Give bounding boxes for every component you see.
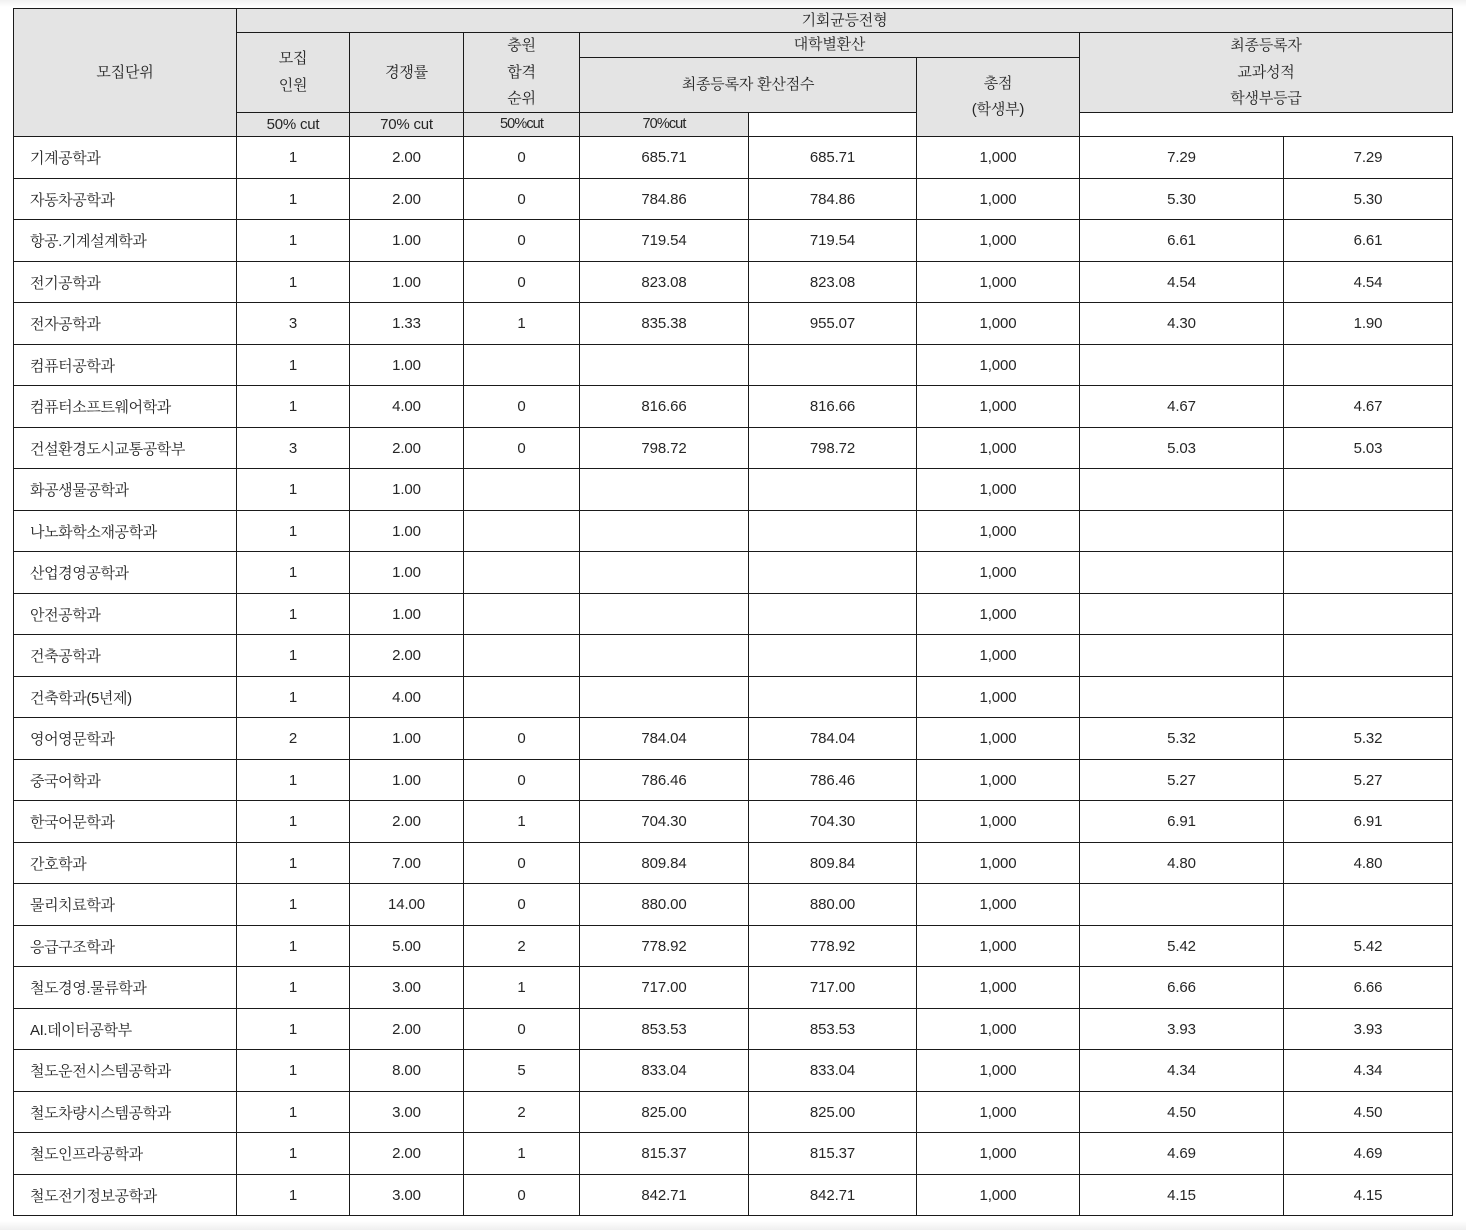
cell-unit: 기계공학과 [14, 137, 237, 179]
header-grade-line1: 최종등록자 [1230, 37, 1302, 55]
header-rank-line3: 순위 [507, 89, 536, 107]
cell-total: 1,000 [917, 1050, 1080, 1092]
header-unit: 모집단위 [14, 9, 237, 137]
cell-grade-cut70 [1284, 344, 1453, 386]
header-total-line2: (학생부) [971, 100, 1025, 118]
cell-grade-cut50 [1080, 676, 1284, 718]
cell-cut50 [580, 552, 749, 594]
table-row [14, 1091, 1453, 1133]
cell-grade-cut70: 4.69 [1284, 1133, 1453, 1175]
table-row [14, 178, 1453, 220]
table-row [14, 718, 1453, 760]
table-row [14, 552, 1453, 594]
cell-grade-cut50 [1080, 469, 1284, 511]
cell-total: 1,000 [917, 593, 1080, 635]
cell-cut70: 784.04 [749, 718, 917, 760]
cell-cut70: 719.54 [749, 220, 917, 262]
cell-unit: 철도운전시스템공학과 [14, 1050, 237, 1092]
cell-unit: 물리치료학과 [14, 884, 237, 926]
cell-grade-cut70: 6.66 [1284, 967, 1453, 1009]
cell-grade-cut70: 5.42 [1284, 925, 1453, 967]
cell-grade-cut70: 5.30 [1284, 178, 1453, 220]
table-header [14, 9, 1453, 137]
cell-cut70: 798.72 [749, 427, 917, 469]
cell-unit: 응급구조학과 [14, 925, 237, 967]
cell-grade-cut50: 5.30 [1080, 178, 1284, 220]
cell-unit: 건축공학과 [14, 635, 237, 677]
cell-rank: 0 [464, 842, 580, 884]
cell-total: 1,000 [917, 759, 1080, 801]
cell-ratio: 1.00 [350, 718, 464, 760]
cell-grade-cut70: 7.29 [1284, 137, 1453, 179]
cell-rank [464, 344, 580, 386]
cell-grade-cut50: 4.67 [1080, 386, 1284, 428]
cell-grade-cut50: 4.15 [1080, 1174, 1284, 1216]
cell-cut70 [749, 510, 917, 552]
cell-rank [464, 469, 580, 511]
cell-ratio: 7.00 [350, 842, 464, 884]
cell-rank [464, 552, 580, 594]
cell-cut50: 815.37 [580, 1133, 749, 1175]
table-row [14, 261, 1453, 303]
cell-cut70 [749, 552, 917, 594]
cell-ratio: 8.00 [350, 1050, 464, 1092]
cell-quota: 1 [237, 1050, 350, 1092]
cell-rank: 0 [464, 718, 580, 760]
cell-quota: 1 [237, 552, 350, 594]
cell-cut70: 853.53 [749, 1008, 917, 1050]
cell-cut50: 880.00 [580, 884, 749, 926]
header-grade-line3: 학생부등급 [1230, 89, 1302, 107]
cell-grade-cut50: 5.42 [1080, 925, 1284, 967]
cell-grade-cut50: 3.93 [1080, 1008, 1284, 1050]
cell-grade-cut70: 1.90 [1284, 303, 1453, 345]
cell-cut70 [749, 593, 917, 635]
cell-total: 1,000 [917, 967, 1080, 1009]
header-ratio: 경쟁률 [350, 33, 464, 113]
cell-rank [464, 635, 580, 677]
cell-grade-cut70 [1284, 676, 1453, 718]
cell-rank: 0 [464, 1008, 580, 1050]
cell-total: 1,000 [917, 676, 1080, 718]
cell-grade-cut50 [1080, 552, 1284, 594]
cell-grade-cut50: 5.27 [1080, 759, 1284, 801]
cell-grade-cut50: 6.66 [1080, 967, 1284, 1009]
cell-grade-cut70: 5.27 [1284, 759, 1453, 801]
cell-unit: 철도인프라공학과 [14, 1133, 237, 1175]
cell-unit: 전기공학과 [14, 261, 237, 303]
cell-cut50: 784.04 [580, 718, 749, 760]
cell-grade-cut70 [1284, 635, 1453, 677]
table-row [14, 593, 1453, 635]
header-rank-line2: 합격 [507, 63, 536, 81]
cell-rank: 0 [464, 137, 580, 179]
cell-grade-cut70: 4.15 [1284, 1174, 1453, 1216]
cell-total: 1,000 [917, 386, 1080, 428]
cell-ratio: 4.00 [350, 676, 464, 718]
cell-cut70: 717.00 [749, 967, 917, 1009]
cell-unit: 한국어문학과 [14, 801, 237, 843]
cell-cut70: 816.66 [749, 386, 917, 428]
cell-rank: 0 [464, 261, 580, 303]
cell-cut70: 955.07 [749, 303, 917, 345]
cell-total: 1,000 [917, 1174, 1080, 1216]
cell-unit: 전자공학과 [14, 303, 237, 345]
cell-cut50: 816.66 [580, 386, 749, 428]
cell-cut70: 685.71 [749, 137, 917, 179]
table-body [14, 137, 1453, 1216]
cell-grade-cut70: 4.54 [1284, 261, 1453, 303]
cell-cut50: 809.84 [580, 842, 749, 884]
cell-quota: 1 [237, 220, 350, 262]
cell-cut50: 798.72 [580, 427, 749, 469]
table-row [14, 1133, 1453, 1175]
cell-total: 1,000 [917, 137, 1080, 179]
table-row [14, 1008, 1453, 1050]
header-quota-line2: 인원 [278, 76, 308, 94]
cell-grade-cut70: 3.93 [1284, 1008, 1453, 1050]
cell-ratio: 3.00 [350, 967, 464, 1009]
cell-cut70: 833.04 [749, 1050, 917, 1092]
header-admission-type: 기회균등전형 [237, 9, 1453, 33]
cell-total: 1,000 [917, 220, 1080, 262]
table-row [14, 137, 1453, 179]
cell-ratio: 1.00 [350, 552, 464, 594]
cell-quota: 1 [237, 801, 350, 843]
cell-total: 1,000 [917, 552, 1080, 594]
cell-quota: 1 [237, 1091, 350, 1133]
cell-ratio: 2.00 [350, 137, 464, 179]
cell-cut70: 842.71 [749, 1174, 917, 1216]
cell-total: 1,000 [917, 718, 1080, 760]
header-univ-conversion: 대학별환산 [580, 33, 1080, 57]
cell-rank: 1 [464, 303, 580, 345]
cell-ratio: 1.00 [350, 759, 464, 801]
cell-total: 1,000 [917, 801, 1080, 843]
cell-total: 1,000 [917, 925, 1080, 967]
cell-cut50: 833.04 [580, 1050, 749, 1092]
cell-grade-cut70: 4.34 [1284, 1050, 1453, 1092]
header-total-line1: 총점 [983, 74, 1013, 92]
cell-quota: 1 [237, 967, 350, 1009]
cell-unit: 화공생물공학과 [14, 469, 237, 511]
cell-total: 1,000 [917, 1133, 1080, 1175]
table-row [14, 303, 1453, 345]
cell-total: 1,000 [917, 635, 1080, 677]
cell-cut50: 778.92 [580, 925, 749, 967]
cell-total: 1,000 [917, 427, 1080, 469]
header-cut70: 70% cut [350, 113, 464, 137]
cell-grade-cut50: 6.61 [1080, 220, 1284, 262]
cell-cut50: 784.86 [580, 178, 749, 220]
cell-cut70 [749, 469, 917, 511]
header-grade-line2: 교과성적 [1237, 63, 1295, 81]
cell-cut50: 835.38 [580, 303, 749, 345]
table-row [14, 469, 1453, 511]
cell-cut50: 719.54 [580, 220, 749, 262]
table-row [14, 676, 1453, 718]
cell-quota: 1 [237, 469, 350, 511]
header-row-1 [14, 9, 1453, 33]
cell-quota: 1 [237, 344, 350, 386]
cell-cut50 [580, 510, 749, 552]
table-row [14, 967, 1453, 1009]
header-quota [237, 33, 350, 113]
cell-unit: 나노화학소재공학과 [14, 510, 237, 552]
table-row [14, 1174, 1453, 1216]
cell-ratio: 1.33 [350, 303, 464, 345]
cell-quota: 1 [237, 1174, 350, 1216]
cell-quota: 1 [237, 635, 350, 677]
cell-grade-cut50 [1080, 510, 1284, 552]
cell-grade-cut50: 4.69 [1080, 1133, 1284, 1175]
cell-cut70: 784.86 [749, 178, 917, 220]
cell-grade-cut70: 5.03 [1284, 427, 1453, 469]
cell-grade-cut70: 4.80 [1284, 842, 1453, 884]
cell-grade-cut70: 6.91 [1284, 801, 1453, 843]
cell-grade-cut70 [1284, 510, 1453, 552]
cell-cut70 [749, 344, 917, 386]
cell-ratio: 2.00 [350, 178, 464, 220]
cell-cut70: 809.84 [749, 842, 917, 884]
cell-cut50: 825.00 [580, 1091, 749, 1133]
cell-grade-cut50 [1080, 344, 1284, 386]
cell-total: 1,000 [917, 469, 1080, 511]
header-rank-line1: 충원 [507, 37, 536, 55]
cell-cut50: 704.30 [580, 801, 749, 843]
table-row [14, 925, 1453, 967]
cell-quota: 1 [237, 1008, 350, 1050]
cell-rank: 0 [464, 178, 580, 220]
cell-quota: 1 [237, 510, 350, 552]
table-row [14, 510, 1453, 552]
cell-grade-cut50: 7.29 [1080, 137, 1284, 179]
cell-ratio: 5.00 [350, 925, 464, 967]
cell-total: 1,000 [917, 303, 1080, 345]
cell-ratio: 2.00 [350, 801, 464, 843]
cell-rank: 2 [464, 1091, 580, 1133]
cell-unit: AI.데이터공학부 [14, 1008, 237, 1050]
cell-unit: 자동차공학과 [14, 178, 237, 220]
header-grade-cut50: 50%cut [464, 113, 580, 137]
cell-cut70: 825.00 [749, 1091, 917, 1133]
cell-grade-cut50: 5.03 [1080, 427, 1284, 469]
cell-quota: 1 [237, 1133, 350, 1175]
cell-ratio: 1.00 [350, 510, 464, 552]
header-cut50: 50% cut [237, 113, 350, 137]
cell-quota: 2 [237, 718, 350, 760]
cell-cut50 [580, 469, 749, 511]
cell-grade-cut50 [1080, 635, 1284, 677]
cell-cut70 [749, 635, 917, 677]
cell-cut50: 842.71 [580, 1174, 749, 1216]
cell-unit: 철도차량시스템공학과 [14, 1091, 237, 1133]
cell-unit: 건축학과(5년제) [14, 676, 237, 718]
cell-grade-cut50: 6.91 [1080, 801, 1284, 843]
cell-unit: 중국어학과 [14, 759, 237, 801]
cell-grade-cut50: 4.80 [1080, 842, 1284, 884]
cell-cut70: 880.00 [749, 884, 917, 926]
cell-unit: 철도경영.물류학과 [14, 967, 237, 1009]
cell-cut70 [749, 676, 917, 718]
cell-total: 1,000 [917, 510, 1080, 552]
cell-cut50 [580, 676, 749, 718]
cell-cut50: 786.46 [580, 759, 749, 801]
cell-cut50 [580, 344, 749, 386]
cell-ratio: 2.00 [350, 1008, 464, 1050]
cell-quota: 1 [237, 884, 350, 926]
cell-rank: 0 [464, 884, 580, 926]
cell-cut50 [580, 593, 749, 635]
cell-grade-cut50: 5.32 [1080, 718, 1284, 760]
cell-ratio: 1.00 [350, 261, 464, 303]
cell-unit: 컴퓨터공학과 [14, 344, 237, 386]
header-final-conv-score: 최종등록자 환산점수 [580, 57, 917, 113]
cell-rank: 0 [464, 386, 580, 428]
cell-grade-cut70 [1284, 884, 1453, 926]
cell-rank: 1 [464, 967, 580, 1009]
cell-total: 1,000 [917, 1091, 1080, 1133]
cell-unit: 철도전기정보공학과 [14, 1174, 237, 1216]
table-row [14, 842, 1453, 884]
cell-ratio: 2.00 [350, 427, 464, 469]
cell-grade-cut70: 4.67 [1284, 386, 1453, 428]
cell-ratio: 3.00 [350, 1091, 464, 1133]
cell-rank [464, 676, 580, 718]
cell-quota: 1 [237, 178, 350, 220]
cell-cut50 [580, 635, 749, 677]
cell-ratio: 1.00 [350, 344, 464, 386]
cell-ratio: 2.00 [350, 1133, 464, 1175]
cell-grade-cut50: 4.54 [1080, 261, 1284, 303]
cell-grade-cut50 [1080, 593, 1284, 635]
cell-cut70: 815.37 [749, 1133, 917, 1175]
cell-rank: 0 [464, 759, 580, 801]
cell-cut50: 823.08 [580, 261, 749, 303]
cell-unit: 영어영문학과 [14, 718, 237, 760]
cell-grade-cut50: 4.34 [1080, 1050, 1284, 1092]
cell-grade-cut70: 6.61 [1284, 220, 1453, 262]
cell-total: 1,000 [917, 261, 1080, 303]
table-row [14, 427, 1453, 469]
cell-unit: 컴퓨터소프트웨어학과 [14, 386, 237, 428]
cell-ratio: 1.00 [350, 469, 464, 511]
cell-unit: 건설환경도시교통공학부 [14, 427, 237, 469]
header-total-score [917, 57, 1080, 137]
header-grade-cut70: 70%cut [580, 113, 749, 137]
cell-grade-cut70 [1284, 593, 1453, 635]
cell-quota: 1 [237, 386, 350, 428]
cell-rank [464, 510, 580, 552]
cell-quota: 1 [237, 925, 350, 967]
cell-unit: 항공.기계설계학과 [14, 220, 237, 262]
cell-ratio: 3.00 [350, 1174, 464, 1216]
cell-grade-cut70: 4.50 [1284, 1091, 1453, 1133]
cell-ratio: 1.00 [350, 593, 464, 635]
cell-cut50: 717.00 [580, 967, 749, 1009]
cell-cut70: 786.46 [749, 759, 917, 801]
cell-cut50: 853.53 [580, 1008, 749, 1050]
table-row [14, 386, 1453, 428]
header-final-grade-group [1080, 33, 1453, 113]
header-rank [464, 33, 580, 113]
cell-total: 1,000 [917, 1008, 1080, 1050]
cell-quota: 1 [237, 676, 350, 718]
cell-rank: 5 [464, 1050, 580, 1092]
header-quota-line1: 모집 [278, 50, 308, 68]
table-row [14, 635, 1453, 677]
cell-ratio: 4.00 [350, 386, 464, 428]
admissions-results-table [13, 8, 1453, 1216]
cell-total: 1,000 [917, 884, 1080, 926]
cell-quota: 1 [237, 137, 350, 179]
table-row [14, 759, 1453, 801]
cell-grade-cut70 [1284, 469, 1453, 511]
table-row [14, 884, 1453, 926]
cell-ratio: 2.00 [350, 635, 464, 677]
cell-grade-cut50 [1080, 884, 1284, 926]
cell-ratio: 14.00 [350, 884, 464, 926]
cell-unit: 간호학과 [14, 842, 237, 884]
cell-rank: 1 [464, 1133, 580, 1175]
cell-rank: 2 [464, 925, 580, 967]
cell-quota: 1 [237, 842, 350, 884]
table-row [14, 220, 1453, 262]
cell-quota: 3 [237, 427, 350, 469]
cell-rank: 0 [464, 427, 580, 469]
cell-total: 1,000 [917, 178, 1080, 220]
cell-rank: 1 [464, 801, 580, 843]
cell-total: 1,000 [917, 344, 1080, 386]
cell-grade-cut70 [1284, 552, 1453, 594]
cell-quota: 1 [237, 759, 350, 801]
cell-rank [464, 593, 580, 635]
cell-cut50: 685.71 [580, 137, 749, 179]
table-row [14, 344, 1453, 386]
cell-unit: 안전공학과 [14, 593, 237, 635]
cell-quota: 1 [237, 593, 350, 635]
cell-quota: 3 [237, 303, 350, 345]
cell-rank: 0 [464, 220, 580, 262]
cell-grade-cut50: 4.50 [1080, 1091, 1284, 1133]
cell-grade-cut50: 4.30 [1080, 303, 1284, 345]
cell-quota: 1 [237, 261, 350, 303]
cell-cut70: 778.92 [749, 925, 917, 967]
cell-grade-cut70: 5.32 [1284, 718, 1453, 760]
table-row [14, 801, 1453, 843]
table-row [14, 1050, 1453, 1092]
cell-rank: 0 [464, 1174, 580, 1216]
cell-total: 1,000 [917, 842, 1080, 884]
cell-cut70: 704.30 [749, 801, 917, 843]
cell-ratio: 1.00 [350, 220, 464, 262]
cell-cut70: 823.08 [749, 261, 917, 303]
cell-unit: 산업경영공학과 [14, 552, 237, 594]
